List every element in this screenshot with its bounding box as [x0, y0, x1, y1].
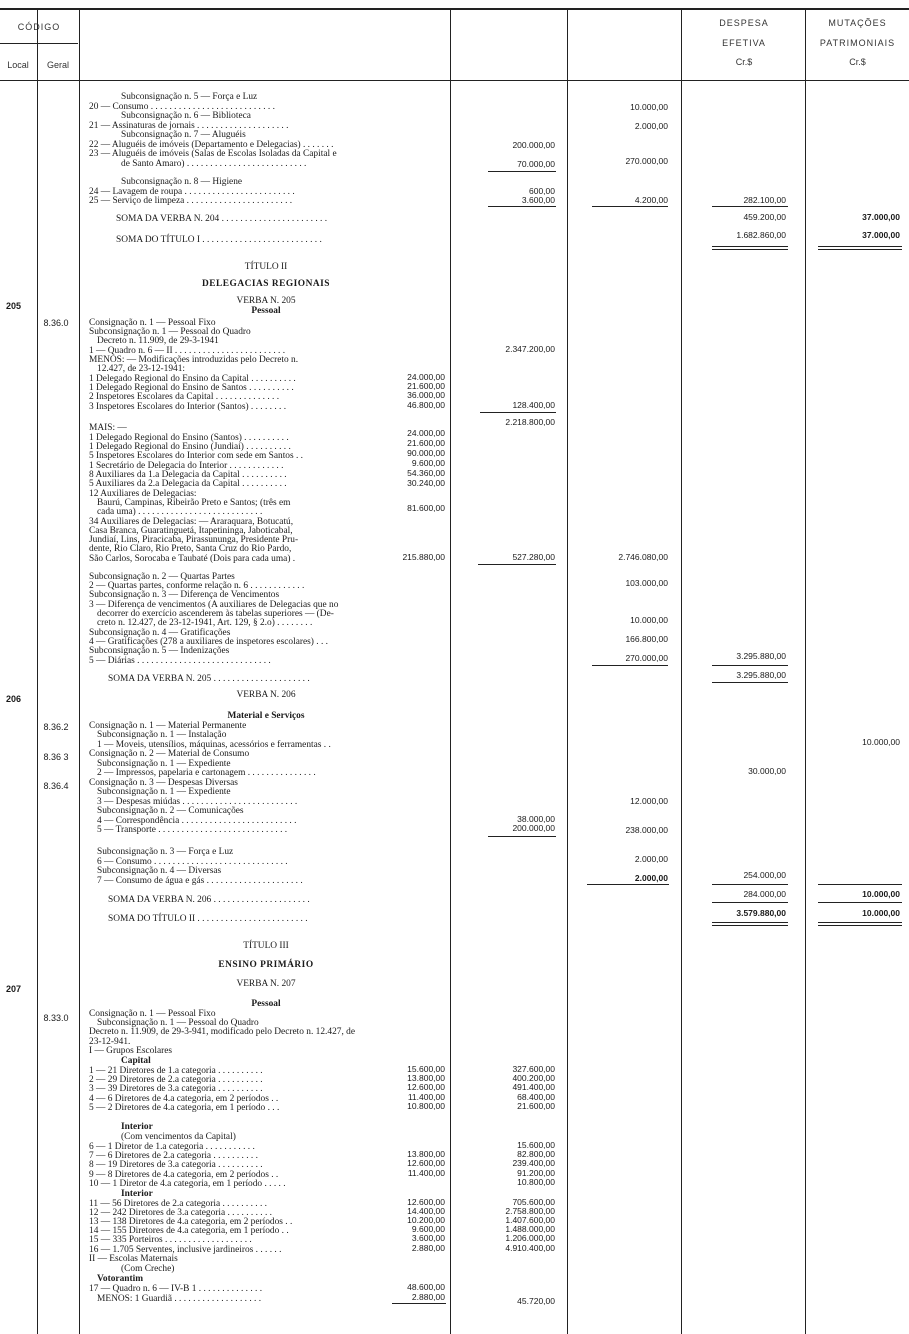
line: 1 Delegado Regional do Ensino de Santos . . . . . . . . . . [89, 383, 294, 393]
despesa-header-line1: DESPESA [719, 18, 769, 28]
line: Capital [121, 1056, 151, 1066]
rule-col3 [681, 8, 682, 1334]
verba-206-heading: VERBA N. 206 [236, 690, 296, 700]
line: 1 Secretário de Delegacia do Interior . . . . . . . . . . . . [89, 461, 284, 471]
underline [592, 665, 668, 666]
pessoal-heading-2: Pessoal [251, 999, 281, 1009]
double-rule [712, 922, 788, 926]
line: I — Grupos Escolares [89, 1046, 173, 1056]
amount: 12.600,00 [407, 1158, 445, 1168]
amount: 200.000,00 [512, 823, 555, 833]
line: 4 — Gratificações (278 a auxiliares de inspetores escolares) . . . [89, 637, 328, 647]
amount: 68.400,00 [517, 1092, 555, 1102]
line: 1 Delegado Regional do Ensino da Capital . . . . . . . . . . [89, 374, 296, 384]
amount: 2.880,00 [411, 1292, 445, 1302]
titulo-3-name: ENSINO PRIMÁRIO [218, 960, 314, 970]
amount: 9.600,00 [411, 1224, 445, 1234]
line: 3 — Diferença de vencimentos (A auxiliares de Delegacias que no [89, 600, 339, 610]
underline [818, 884, 902, 885]
amount: 4.910.400,00 [505, 1243, 555, 1253]
line: Consignação n. 1 — Material Permanente [89, 721, 247, 731]
line: 16 — 1.705 Serventes, inclusive jardineiros . . . . . . [89, 1245, 282, 1255]
amount: 90.000,00 [407, 448, 445, 458]
line: 2 — Quartas partes, conforme relação n. 6 . . . . . . . . . . . . [89, 581, 305, 591]
line: 1 Delegado Regional do Ensino (Jundiaí) . . . . . . . . . . [89, 442, 291, 452]
amount: 270.000,00 [625, 653, 668, 663]
line: 1 — Quadro n. 6 — II . . . . . . . . . . . . . . . . . . . . . . . . [89, 346, 286, 356]
code-geral-8364: 8.36.4 [43, 781, 69, 791]
line: Subconsignação n. 4 — Diversas [97, 866, 222, 876]
amount: 10.000,00 [630, 615, 668, 625]
amount: 239.400,00 [512, 1158, 555, 1168]
line: Subconsignação n. 3 — Força e Luz [97, 847, 234, 857]
line: Subconsignação n. 1 — Pessoal do Quadro [97, 1018, 259, 1028]
line: 4 — Correspondência . . . . . . . . . . . . . . . . . . . . . . . . . [97, 816, 297, 826]
line: Subconsignação n. 5 — Indenizações [89, 646, 230, 656]
code-geral-8330: 8.33.0 [43, 1013, 69, 1023]
underline [818, 902, 902, 903]
line: 5 — Diárias . . . . . . . . . . . . . . . . . . . . . . . . . . . . . [89, 656, 271, 666]
amount: 21.600,00 [517, 1101, 555, 1111]
codigo-header: CÓDIGO [17, 22, 61, 32]
line: 21 — Assinaturas de jornais . . . . . . . . . . . . . . . . . . . . [89, 121, 289, 131]
line: cada uma) . . . . . . . . . . . . . . . . . . . . . . . . . . . [97, 507, 263, 517]
line: creto n. 12.427, de 23-12-1941, Art. 129, § 2.o) . . . . . . . . [97, 618, 313, 628]
amount: 70.000,00 [517, 159, 555, 169]
soma-titulo-1: SOMA DO TÍTULO I . . . . . . . . . . . . . . . . . . . . . . . . . . [116, 235, 322, 245]
amount: 215.880,00 [402, 552, 445, 562]
underline [712, 682, 788, 683]
rule-col2 [567, 8, 568, 1334]
line: Interior [121, 1122, 153, 1132]
line: 14 — 155 Diretores de 4.a categoria, em 1 período . . [89, 1226, 289, 1236]
amount: 2.000,00 [634, 854, 668, 864]
line: Decreto n. 11.909, de 29-3-941, modificado pelo Decreto n. 12.427, de [89, 1027, 355, 1037]
underline [712, 902, 788, 903]
line: decorrer do exercício ascenderem às tabelas superiores — (De- [97, 609, 334, 619]
amount: 2.347.200,00 [505, 344, 555, 354]
line: 13 — 138 Diretores de 4.a categoria, em 2 períodos . . [89, 1217, 293, 1227]
line: (Com Creche) [121, 1264, 175, 1274]
amount: 21.600,00 [407, 438, 445, 448]
amount: 2.218.800,00 [505, 417, 555, 427]
despesa-header-unit: Cr.$ [735, 57, 753, 67]
line: Consignação n. 1 — Pessoal Fixo [89, 1009, 216, 1019]
amount: 45.720,00 [517, 1296, 555, 1306]
code-local-207: 207 [6, 984, 22, 994]
rule-col4 [805, 8, 806, 1334]
line: Subconsignação n. 2 — Quartas Partes [89, 572, 235, 582]
amount: 200.000,00 [512, 140, 555, 150]
line: Votorantim [97, 1274, 144, 1284]
mutacoes-header-unit: Cr.$ [849, 57, 866, 67]
line: 1 — 21 Diretores de 1.a categoria . . . . . . . . . . [89, 1066, 263, 1076]
underline [712, 884, 788, 885]
amount: 10.000,00 [630, 102, 668, 112]
line: Decreto n. 11.909, de 29-3-1941 [97, 336, 219, 346]
line: II — Escolas Maternais [89, 1254, 178, 1264]
line: 34 Auxiliares de Delegacias: — Araraquara, Botucatú, [89, 517, 294, 527]
amount: 37.000,00 [862, 230, 900, 240]
amount: 37.000,00 [862, 212, 900, 222]
line: Subconsignação n. 1 — Pessoal do Quadro [89, 327, 251, 337]
amount: 527.280,00 [512, 552, 555, 562]
line: 24 — Lavagem de roupa . . . . . . . . . . . . . . . . . . . . . . . . [89, 187, 295, 197]
line: 7 — 6 Diretores de 2.a categoria . . . . . . . . . . [89, 1151, 258, 1161]
amount: 2.746.080,00 [618, 552, 668, 562]
soma-verba-204: SOMA DA VERBA N. 204 . . . . . . . . . . . . . . . . . . . . . . . [116, 214, 328, 224]
line: Consignação n. 3 — Despesas Diversas [89, 778, 238, 788]
amount: 1.682.860,00 [736, 230, 786, 240]
amount: 13.800,00 [407, 1149, 445, 1159]
amount: 238.000,00 [625, 825, 668, 835]
mutacoes-header-line2: PATRIMONIAIS [819, 38, 896, 48]
amount: 10.200,00 [407, 1215, 445, 1225]
amount: 1.407.600,00 [505, 1215, 555, 1225]
amount: 24.000,00 [407, 428, 445, 438]
amount: 13.800,00 [407, 1073, 445, 1083]
amount: 54.360,00 [407, 468, 445, 478]
line: 5 Inspetores Escolares do Interior com sede em Santos . . [89, 451, 304, 461]
amount: 327.600,00 [512, 1064, 555, 1074]
line: 2 Inspetores Escolares da Capital . . . . . . . . . . . . . . [89, 392, 280, 402]
line: Casa Branca, Guaratinguetá, Itapetininga, Jaboticabal, [89, 526, 293, 536]
amount: 9.600,00 [411, 458, 445, 468]
line: Subconsignação n. 2 — Comunicações [97, 806, 244, 816]
underline [712, 206, 788, 207]
underline [478, 564, 556, 565]
amount: 11.400,00 [407, 1092, 445, 1102]
line: 6 — Consumo . . . . . . . . . . . . . . . . . . . . . . . . . . . . . [97, 857, 288, 867]
double-rule [712, 246, 788, 250]
local-header: Local [7, 60, 29, 70]
line: Subconsignação n. 4 — Gratificações [89, 628, 231, 638]
amount: 3.295.880,00 [736, 670, 786, 680]
line: 5 Auxiliares da 2.a Delegacia da Capital . . . . . . . . . . [89, 479, 287, 489]
line: 1 Delegado Regional do Ensino (Santos) . . . . . . . . . . [89, 433, 289, 443]
amount: 10.800,00 [517, 1177, 555, 1187]
line: 12 Auxiliares de Delegacias: [89, 489, 197, 499]
line: Interior [121, 1189, 153, 1199]
amount: 15.600,00 [407, 1064, 445, 1074]
soma-titulo-2: SOMA DO TÍTULO II . . . . . . . . . . . . . . . . . . . . . . . . [108, 914, 308, 924]
line: 8 Auxiliares da 1.a Delegacia da Capital . . . . . . . . . . [89, 470, 287, 480]
amount: 12.000,00 [630, 796, 668, 806]
line: MENOS: 1 Guardiã . . . . . . . . . . . . . . . . . . . [97, 1294, 262, 1304]
line: 5 — 2 Diretores de 4.a categoria, em 1 período . . . [89, 1103, 280, 1113]
amount: 3.579.880,00 [736, 908, 786, 918]
amount: 81.600,00 [407, 503, 445, 513]
line: 12.427, de 23-12-1941: [97, 364, 186, 374]
line: Subconsignação n. 3 — Diferença de Vencimentos [89, 590, 280, 600]
amount: 600,00 [529, 186, 555, 196]
line: 12 — 242 Diretores de 3.a categoria . . . . . . . . . . [89, 1208, 273, 1218]
verba-205-heading: VERBA N. 205 [236, 296, 296, 306]
soma-verba-206: SOMA DA VERBA N. 206 . . . . . . . . . . . . . . . . . . . . . [108, 895, 310, 905]
amount: 400.200,00 [512, 1073, 555, 1083]
amount: 82.800,00 [517, 1149, 555, 1159]
amount: 14.400,00 [407, 1206, 445, 1216]
amount: 10.800,00 [407, 1101, 445, 1111]
line: Subconsignação n. 1 — Expediente [97, 759, 231, 769]
amount: 2.758.800,00 [505, 1206, 555, 1216]
amount: 10.000,00 [862, 889, 900, 899]
line: MAIS: — [89, 423, 127, 433]
line: 17 — Quadro n. 6 — IV-B 1 . . . . . . . . . . . . . . [89, 1284, 263, 1294]
amount: 3.295.880,00 [736, 651, 786, 661]
amount: 30.000,00 [748, 766, 786, 776]
titulo-2-heading: TÍTULO II [244, 262, 288, 272]
amount: 4.200,00 [634, 195, 668, 205]
amount: 10.000,00 [862, 737, 900, 747]
despesa-header-line2: EFETIVA [722, 38, 766, 48]
line: 6 — 1 Diretor de 1.a categoria . . . . . . . . . . . [89, 1142, 255, 1152]
code-local-206: 206 [6, 694, 22, 704]
line: dente, Rio Claro, Rio Preto, Santa Cruz do Rio Pardo, [89, 544, 292, 554]
amount: 11.400,00 [407, 1168, 445, 1178]
amount: 30.240,00 [407, 478, 445, 488]
amount: 284.000,00 [743, 889, 786, 899]
line: Jundiaí, Lins, Piracicaba, Pirassununga, Presidente Pru- [89, 535, 299, 545]
soma-verba-205: SOMA DA VERBA N. 205 . . . . . . . . . . . . . . . . . . . . . [108, 674, 310, 684]
code-local-205: 205 [6, 301, 22, 311]
line: 15 — 335 Porteiros . . . . . . . . . . . . . . . . . . . [89, 1235, 252, 1245]
amount: 2.000,00 [634, 121, 668, 131]
line: 2 — Impressos, papelaria e cartonagem . . . . . . . . . . . . . . . [97, 768, 316, 778]
amount: 12.600,00 [407, 1197, 445, 1207]
amount: 2.000,00 [634, 873, 668, 883]
verba-207-heading: VERBA N. 207 [236, 979, 296, 989]
amount: 36.000,00 [407, 390, 445, 400]
line: Consignação n. 2 — Material de Consumo [89, 749, 250, 759]
line: 5 — Transporte . . . . . . . . . . . . . . . . . . . . . . . . . . . . [97, 825, 288, 835]
amount: 3.600,00 [521, 195, 555, 205]
amount: 491.400,00 [512, 1082, 555, 1092]
line: 10 — 1 Diretor de 4.a categoria, em 1 período . . . . . [89, 1179, 286, 1189]
amount: 3.600,00 [411, 1233, 445, 1243]
underline [392, 1303, 446, 1304]
amount: 103.000,00 [625, 578, 668, 588]
amount: 91.200,00 [517, 1168, 555, 1178]
line: 7 — Consumo de água e gás . . . . . . . . . . . . . . . . . . . . . [97, 876, 303, 886]
line: Subconsignação n. 1 — Instalação [97, 730, 227, 740]
amount: 270.000,00 [625, 156, 668, 166]
line: 23 — Aluguéis de imóveis (Salas de Escolas Isoladas da Capital e [89, 149, 337, 159]
underline [488, 836, 556, 837]
titulo-2-name: DELEGACIAS REGIONAIS [202, 279, 330, 289]
underline [488, 171, 556, 172]
amount: 48.600,00 [407, 1282, 445, 1292]
line: 23-12-941. [89, 1037, 131, 1047]
line: Consignação n. 1 — Pessoal Fixo [89, 318, 216, 328]
titulo-3-heading: TÍTULO III [243, 941, 289, 951]
code-geral-8363: 8.36 3 [43, 752, 69, 762]
line: Baurú, Campinas, Ribeirão Preto e Santos; (três em [97, 498, 291, 508]
underline [712, 665, 788, 666]
line: 9 — 8 Diretores de 4.a categoria, em 2 períodos . . [89, 1170, 279, 1180]
amount: 1.488.000,00 [505, 1224, 555, 1234]
material-servicos-heading: Material e Serviços [227, 711, 305, 721]
amount: 12.600,00 [407, 1082, 445, 1092]
rule-geral [79, 8, 80, 1334]
line: Subconsignação n. 6 — Biblioteca [121, 111, 251, 121]
underline [488, 206, 556, 207]
line: 8 — 19 Diretores de 3.a categoria . . . . . . . . . . [89, 1160, 263, 1170]
amount: 705.600,00 [512, 1197, 555, 1207]
line: 25 — Serviço de limpeza . . . . . . . . . . . . . . . . . . . . . . . [89, 196, 293, 206]
line: 2 — 29 Diretores de 2.a categoria . . . . . . . . . . [89, 1075, 263, 1085]
amount: 459.200,00 [743, 212, 786, 222]
line: MENOS: — Modificações introduzidas pelo Decreto n. [89, 355, 299, 365]
line: 20 — Consumo . . . . . . . . . . . . . . . . . . . . . . . . . . . [89, 102, 275, 112]
underline [587, 884, 669, 885]
amount: 46.800,00 [407, 400, 445, 410]
amount: 10.000,00 [862, 908, 900, 918]
double-rule [818, 246, 902, 250]
geral-header: Geral [46, 60, 69, 70]
line: São Carlos, Sorocaba e Taubaté (Dois para cada uma) . [89, 554, 296, 564]
amount: 15.600,00 [517, 1140, 555, 1150]
line: 22 — Aluguéis de imóveis (Departamento e Delegacias) . . . . . . . [89, 140, 334, 150]
line: (Com vencimentos da Capital) [121, 1132, 236, 1142]
rule-local [37, 8, 38, 1334]
amount: 24.000,00 [407, 372, 445, 382]
line: 11 — 56 Diretores de 2.a categoria . . . . . . . . . . [89, 1199, 267, 1209]
code-geral-8362: 8.36.2 [43, 722, 69, 732]
underline [592, 206, 668, 207]
amount: 254.000,00 [743, 870, 786, 880]
amount: 1.206.000,00 [505, 1233, 555, 1243]
line: Subconsignação n. 1 — Expediente [97, 787, 231, 797]
mutacoes-header-line1: MUTAÇÕES [828, 18, 887, 28]
amount: 166.800,00 [625, 634, 668, 644]
line: 3 — 39 Diretores de 3.a categoria . . . . . . . . . . [89, 1084, 263, 1094]
code-geral-8360: 8.36.0 [43, 318, 69, 328]
line: de Santo Amaro) . . . . . . . . . . . . . . . . . . . . . . . . . . [121, 159, 307, 169]
line: Subconsignação n. 7 — Aluguéis [121, 130, 246, 140]
amount: 128.400,00 [512, 400, 555, 410]
amount: 2.880,00 [411, 1243, 445, 1253]
line: Subconsignação n. 8 — Higiene [121, 177, 243, 187]
pessoal-heading: Pessoal [251, 306, 281, 316]
line: 4 — 6 Diretores de 4.a categoria, em 2 períodos . . [89, 1094, 279, 1104]
amount: 38.000,00 [517, 814, 555, 824]
line: 3 Inspetores Escolares do Interior (Santos) . . . . . . . . [89, 402, 287, 412]
line: Subconsignação n. 5 — Força e Luz [121, 92, 258, 102]
amount: 282.100,00 [743, 195, 786, 205]
double-rule [818, 922, 902, 926]
underline [480, 412, 556, 413]
line: 3 — Despesas miúdas . . . . . . . . . . . . . . . . . . . . . . . . . [97, 797, 298, 807]
amount: 21.600,00 [407, 381, 445, 391]
line: 1 — Moveis, utensílios, máquinas, acessórios e ferramentas . . [97, 740, 331, 750]
